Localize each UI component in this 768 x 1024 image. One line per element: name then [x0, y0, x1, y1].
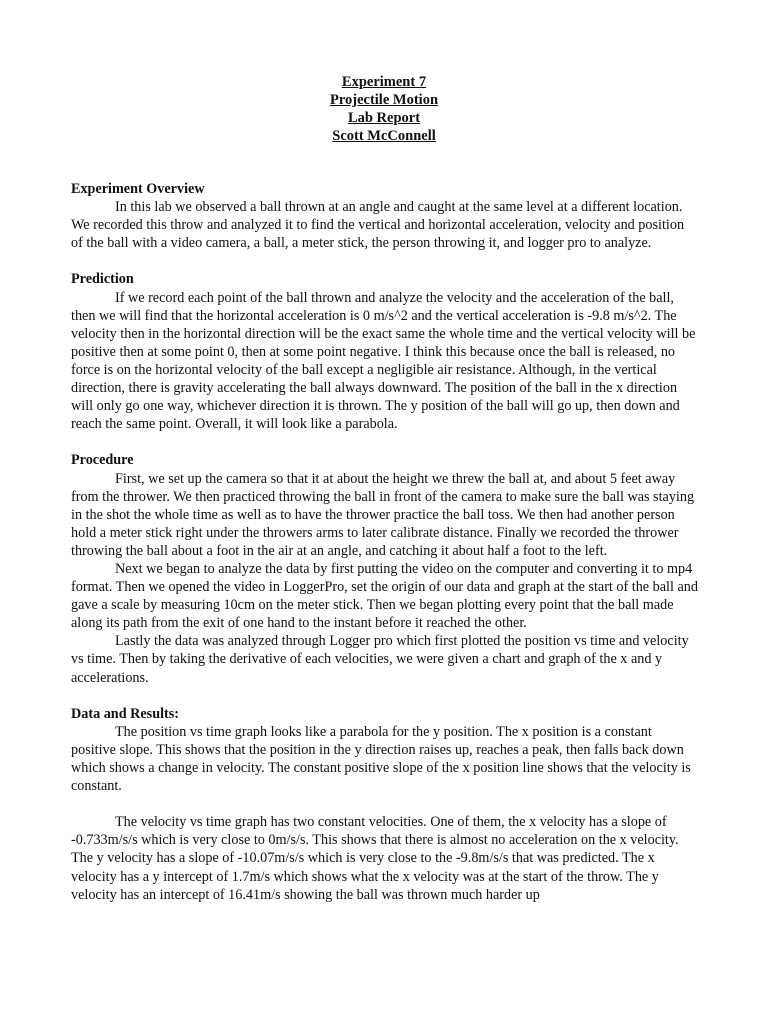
author-name: Scott McConnell — [332, 128, 436, 144]
results-paragraph-1: The position vs time graph looks like a parabola for the y position. The x position is a constant positive slope. This shows that the position in the y direction raises up, reaches a peak, then falls back down which shows a change in velocity. The constant positive slope of the x position line shows that the velocity is constant. — [71, 723, 691, 795]
procedure-paragraph-3: Lastly the data was analyzed through Logger pro which first plotted the position vs time and velocity vs time. Then by taking the derivative of each velocities, we were given a chart and graph of the x and y accelerations. — [71, 633, 689, 686]
section-prediction — [71, 270, 699, 433]
report-title-block — [0, 73, 768, 145]
section-results — [71, 705, 699, 904]
section-heading-prediction: Prediction — [71, 271, 134, 288]
section-overview — [71, 180, 699, 252]
experiment-number: Experiment 7 — [341, 74, 427, 90]
experiment-title: Projectile Motion — [329, 92, 439, 108]
section-procedure — [71, 451, 699, 686]
procedure-paragraph-2: Next we began to analyze the data by first putting the video on the computer and converting it to mp4 format. Then we opened the video in LoggerPro, set the origin of our data and graph at the start of the ball and gave a scale by measuring 10cm on the meter stick. Then we began plotting every point that the ball made along its path from the exit of one hand to the instant before it reached the other. — [71, 560, 698, 632]
section-heading-procedure: Procedure — [71, 452, 134, 469]
procedure-paragraph-1: First, we set up the camera so that it at about the height we threw the ball at, and about 5 feet away from the thrower. We then practiced throwing the ball in front of the camera to make sure the ball was staying in the shot the whole time as well as to have the thrower practice the ball toss. We then had another person hold a meter stick right under the throwers arms to later calibrate distance. Finally we recorded the thrower throwing the ball about a foot in the air at an angle, and catching it about half a foot to the left. — [71, 470, 695, 559]
report-body — [71, 180, 699, 904]
overview-paragraph: In this lab we observed a ball thrown at an angle and caught at the same level at a different location. We recorded this throw and analyzed it to find the vertical and horizontal acceleration, velocity and position of the ball with a video camera, a ball, a meter stick, the person throwing it, and logger pro to analyze. — [71, 199, 685, 252]
report-type: Lab Report — [347, 110, 421, 126]
results-paragraph-2: The velocity vs time graph has two constant velocities. One of them, the x velocity has a slope of -0.733m/s/s which is very close to 0m/s/s. This shows that there is almost no acceleration on the x velocity. The y velocity has a slope of -10.07m/s/s which is very close to the -9.8m/s/s that was predicted. The x velocity has a y intercept of 1.7m/s which shows what the x velocity was at the start of the throw. The y velocity has an intercept of 16.41m/s showing the ball was thrown much harder up — [71, 814, 679, 903]
section-heading-results: Data and Results: — [71, 705, 179, 722]
section-heading-overview: Experiment Overview — [71, 181, 205, 197]
prediction-paragraph: If we record each point of the ball thrown and analyze the velocity and the acceleration of the ball, then we will find that the horizontal acceleration is 0 m/s^2 and the vertical acceleration is -9.8 m/s^2. The velocity then in the horizontal direction will be the exact same the whole time and the vertical velocity will be positive then at some point 0, then at some point negative. I think this because once the ball is released, no force is on the horizontal velocity of the ball except a negligible air resistance. Although, in the vertical direction, there is gravity accelerating the ball always downward. The position of the ball in the x direction will only go one way, whichever direction it is thrown. The y position of the ball will go up, then down and reach the same point. Overall, it will look like a parabola. — [71, 289, 696, 433]
